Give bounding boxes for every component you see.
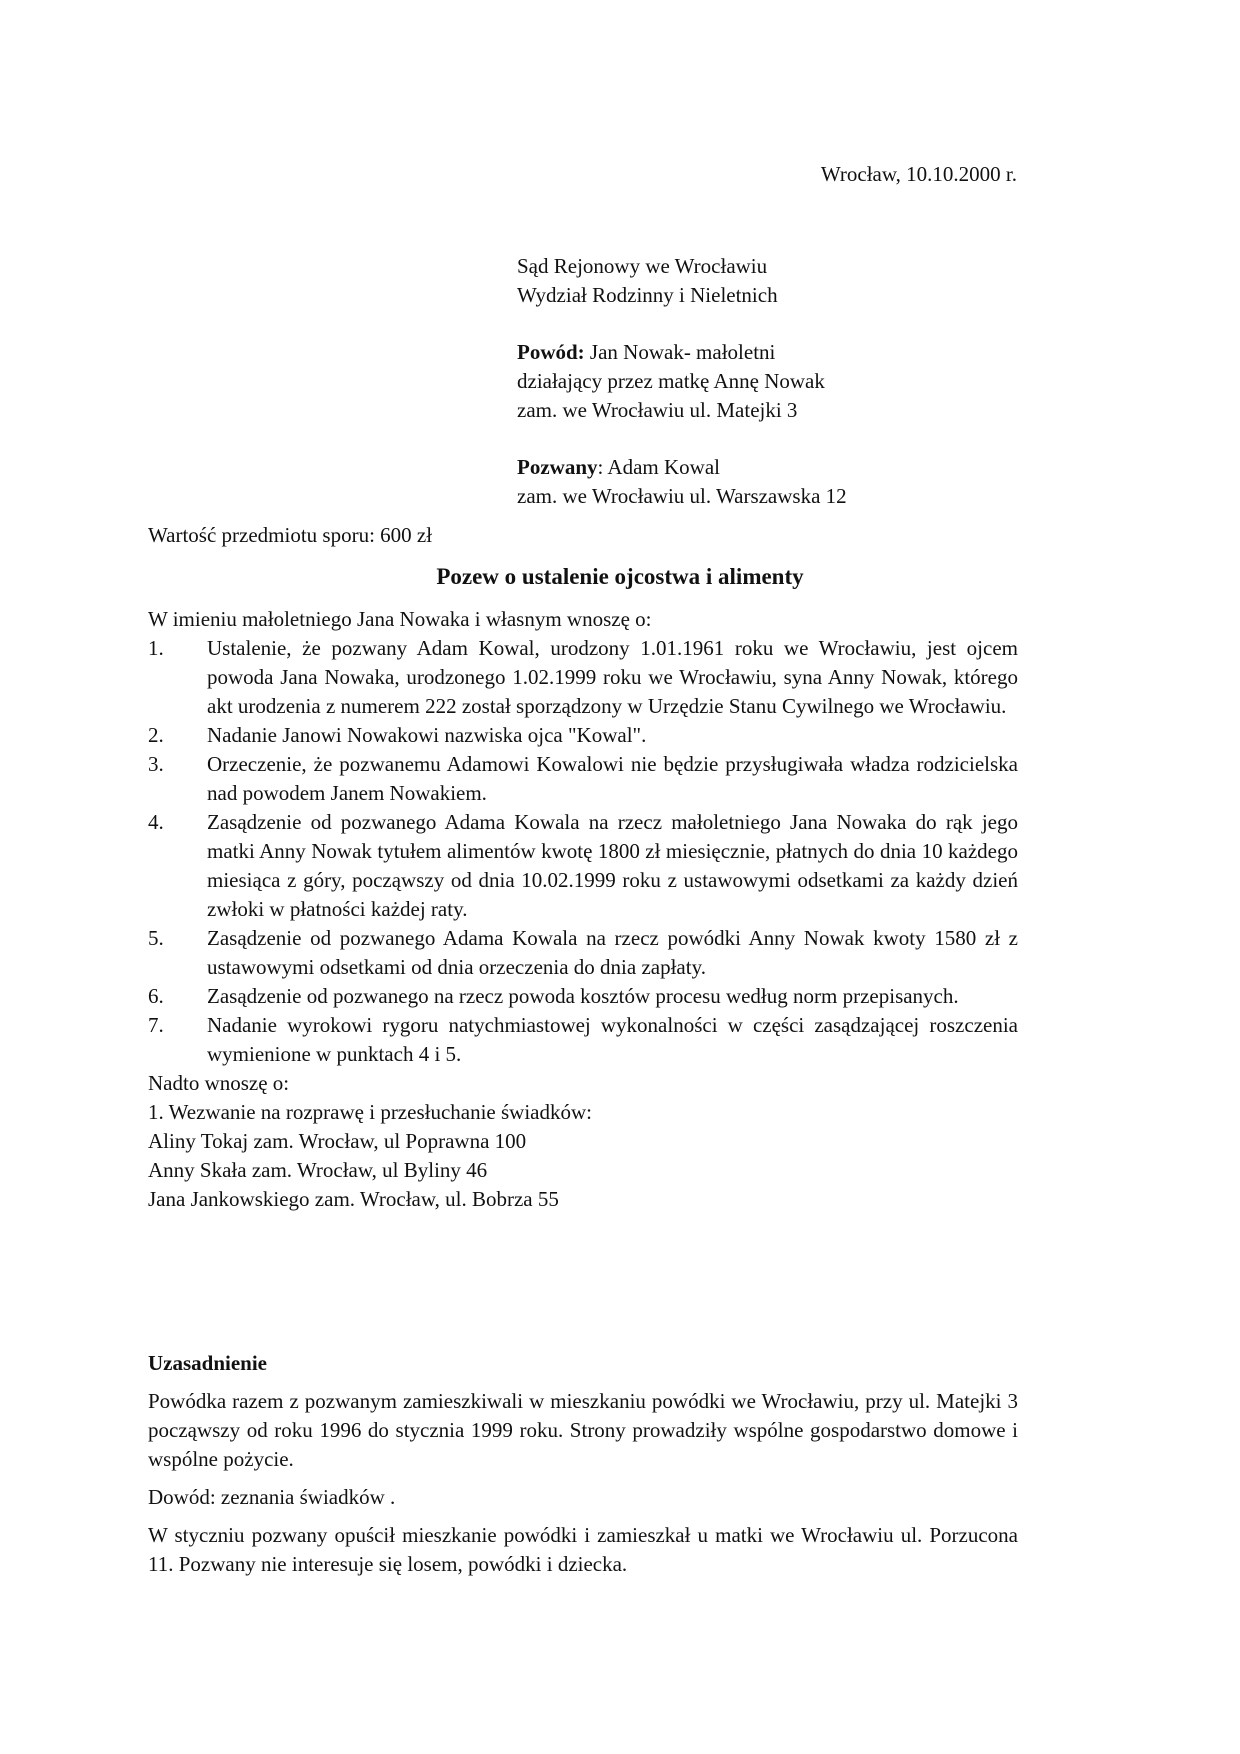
witness-line: Aliny Tokaj zam. Wrocław, ul Poprawna 100	[148, 1129, 527, 1153]
defendant-address: zam. we Wrocławiu ul. Warszawska 12	[517, 484, 847, 508]
claim-number: 5.	[148, 926, 164, 950]
plaintiff-name: Jan Nowak- małoletni	[584, 340, 776, 364]
claim-number: 1.	[148, 636, 164, 660]
claims-list	[148, 634, 1018, 1069]
claim-item	[148, 721, 1018, 750]
claim-item	[148, 634, 1018, 721]
claims-section	[148, 605, 1018, 1214]
claim-number: 2.	[148, 723, 164, 747]
dispute-value: Wartość przedmiotu sporu: 600 zł	[148, 523, 433, 547]
plaintiff-line2: działający przez matkę Annę Nowak	[517, 369, 825, 393]
claim-item	[148, 1011, 1018, 1069]
claim-number: 7.	[148, 1013, 164, 1037]
evidence-line: Dowód: zeznania świadków .	[148, 1485, 396, 1509]
defendant-label: Pozwany	[517, 455, 598, 479]
additional-item: 1. Wezwanie na rozprawę i przesłuchanie świadków:	[148, 1100, 592, 1124]
court-department: Wydział Rodzinny i Nieletnich	[517, 283, 778, 307]
claim-text: Zasądzenie od pozwanego na rzecz powoda kosztów procesu według norm przepisanych.	[207, 984, 959, 1008]
document-title: Pozew o ustalenie ojcostwa i alimenty	[436, 564, 804, 589]
claim-item	[148, 808, 1018, 924]
plaintiff-label: Powód:	[517, 340, 585, 364]
justification-heading: Uzasadnienie	[148, 1351, 268, 1375]
defendant-line1	[517, 453, 1037, 482]
claim-number: 4.	[148, 810, 164, 834]
claim-item	[148, 924, 1018, 982]
claim-text: Zasądzenie od pozwanego Adama Kowala na rzecz powódki Anny Nowak kwoty 1580 zł z ustawowymi odsetkami od dnia orzeczenia do dnia zapłaty.	[207, 926, 1018, 979]
justification-section	[148, 1349, 1018, 1588]
claim-item	[148, 982, 1018, 1011]
court-name: Sąd Rejonowy we Wrocławiu	[517, 254, 768, 278]
claim-item	[148, 750, 1018, 808]
defendant-name: : Adam Kowal	[597, 455, 720, 479]
claim-text: Ustalenie, że pozwany Adam Kowal, urodzony 1.01.1961 roku we Wrocławiu, jest ojcem powoda Jana Nowaka, urodzonego 1.02.1999 roku we Wrocławiu, syna Anny Nowak, którego akt urodzenia z numerem 222 został sporządzony w Urzędzie Stanu Cywilnego we Wrocławiu.	[207, 636, 1018, 718]
claim-number: 6.	[148, 984, 164, 1008]
claim-number: 3.	[148, 752, 164, 776]
justification-paragraph: Powódka razem z pozwanym zamieszkiwali w mieszkaniu powódki we Wrocławiu, przy ul. Matejki 3 począwszy od roku 1996 do stycznia 1999 roku. Strony prowadziły wspólne gospodarstwo domowe i wspólne pożycie.	[148, 1389, 1018, 1471]
claim-text: Orzeczenie, że pozwanemu Adamowi Kowalowi nie będzie przysługiwała władza rodzicielska nad powodem Janem Nowakiem.	[207, 752, 1018, 805]
plaintiff-line1	[517, 338, 1037, 367]
additional-intro: Nadto wnoszę o:	[148, 1071, 290, 1095]
witness-line: Jana Jankowskiego zam. Wrocław, ul. Bobrza 55	[148, 1187, 559, 1211]
witness-line: Anny Skała zam. Wrocław, ul Byliny 46	[148, 1158, 488, 1182]
plaintiff-address: zam. we Wrocławiu ul. Matejki 3	[517, 398, 798, 422]
claim-text: Nadanie wyrokowi rygoru natychmiastowej wykonalności w części zasądzającej roszczenia wymienione w punktach 4 i 5.	[207, 1013, 1018, 1066]
claims-intro: W imieniu małoletniego Jana Nowaka i własnym wnoszę o:	[148, 607, 652, 631]
place-date: Wrocław, 10.10.2000 r.	[820, 162, 1017, 186]
claim-text: Nadanie Janowi Nowakowi nazwiska ojca "Kowal".	[207, 723, 647, 747]
justification-paragraph: W styczniu pozwany opuścił mieszkanie powódki i zamieszkał u matki we Wrocławiu ul. Porzucona 11. Pozwany nie interesuje się losem, powódki i dziecka.	[148, 1523, 1018, 1576]
claim-text: Zasądzenie od pozwanego Adama Kowala na rzecz małoletniego Jana Nowaka do rąk jego matki Anny Nowak tytułem alimentów kwotę 1800 zł miesięcznie, płatnych do dnia 10 każdego miesiąca z góry, począwszy od dnia 10.02.1999 roku z ustawowymi odsetkami za każdy dzień zwłoki w płatności każdej raty.	[207, 810, 1018, 921]
address-block	[517, 252, 1037, 511]
